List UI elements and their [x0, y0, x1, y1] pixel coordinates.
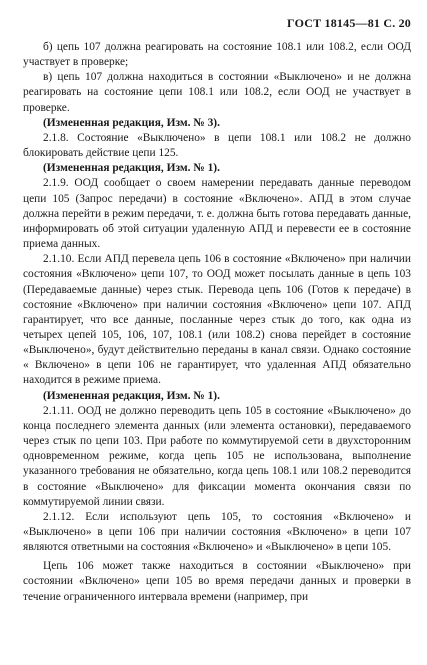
page-header: ГОСТ 18145—81 С. 20: [287, 16, 411, 30]
document-body: [23, 40, 411, 605]
clause-2-1-9: 2.1.9. ООД сообщает о своем намерении передавать данные переводом цепи 105 (Запрос передачи) в состояние «Включено». АПД в этом случае должна перейти в режим передачи, т. е. должна быть готова передавать данные, информировать об этой ситуации удаленную АПД и перевести ее в состояние приема данных.: [23, 177, 411, 251]
edition-note: (Измененная редакция, Изм. № 1).: [43, 162, 220, 175]
list-item-b: б) цепь 107 должна реагировать на состояние 108.1 или 108.2, если ООД участвует в проверке;: [23, 41, 411, 69]
clause-2-1-8: 2.1.8. Состояние «Выключено» в цепи 108.1 или 108.2 не должно блокировать действие цепи 125.: [23, 131, 411, 160]
edition-note: (Измененная редакция, Изм. № 3).: [43, 116, 220, 129]
clause-2-1-10: 2.1.10. Если АПД перевела цепь 106 в состояние «Включено» при наличии состояния «Включено» цепи 107, то ООД может посылать данные в цепь 103 (Передаваемые данные) через стык. Перевода цепь 106 (Готов к передаче) в состояние «Включено» при наличии состояния «Включено» цепи 107. АПД гарантирует, что все данные, посланные через стык до того, как одна из четырех цепей 105, 106, 107, 108.1 (или 108.2) снова перейдет в состояние «Выключено», будут действительно переданы в канал связи. Однако состояние « Включено» в цепи 106 не гарантирует, что удаленная АПД обязательно находится в режиме приема.: [23, 253, 411, 387]
paragraph-circuit-106: Цепь 106 может также находиться в состоянии «Выключено» при состоянии «Включено» цепи 105 во время передачи данных и проверки в течение ограниченного интервала времени (например, при: [23, 560, 411, 603]
clause-2-1-11: 2.1.11. ООД не должно переводить цепь 105 в состояние «Выключено» до конца последнего элемента данных (или элемента остановки), передаваемого через стык по цепи 103. При работе по коммутируемой сети в двухсторонним одновременном режиме, когда цепь 105 не использована, выполнение указанного требования не обязательно, когда цепь 108.1 или 108.2 переводится в состояние «Выключено» для фиксации момента окончания связи по коммутируемой линии связи.: [23, 404, 411, 508]
clause-2-1-12: 2.1.12. Если используют цепь 105, то состояния «Включено» и «Выключено» в цепи 106 при наличии состояния «Включено» в цепи 107 являются ответными на состояния «Включено» и «Выключено» в цепи 105.: [23, 510, 411, 554]
list-item-v: в) цепь 107 должна находиться в состоянии «Выключено» и не должна реагировать на состояние цепи 108.1 или 108.2, если ООД не участвует в проверке.: [23, 71, 411, 114]
edition-note: (Измененная редакция, Изм. № 1).: [43, 389, 220, 402]
